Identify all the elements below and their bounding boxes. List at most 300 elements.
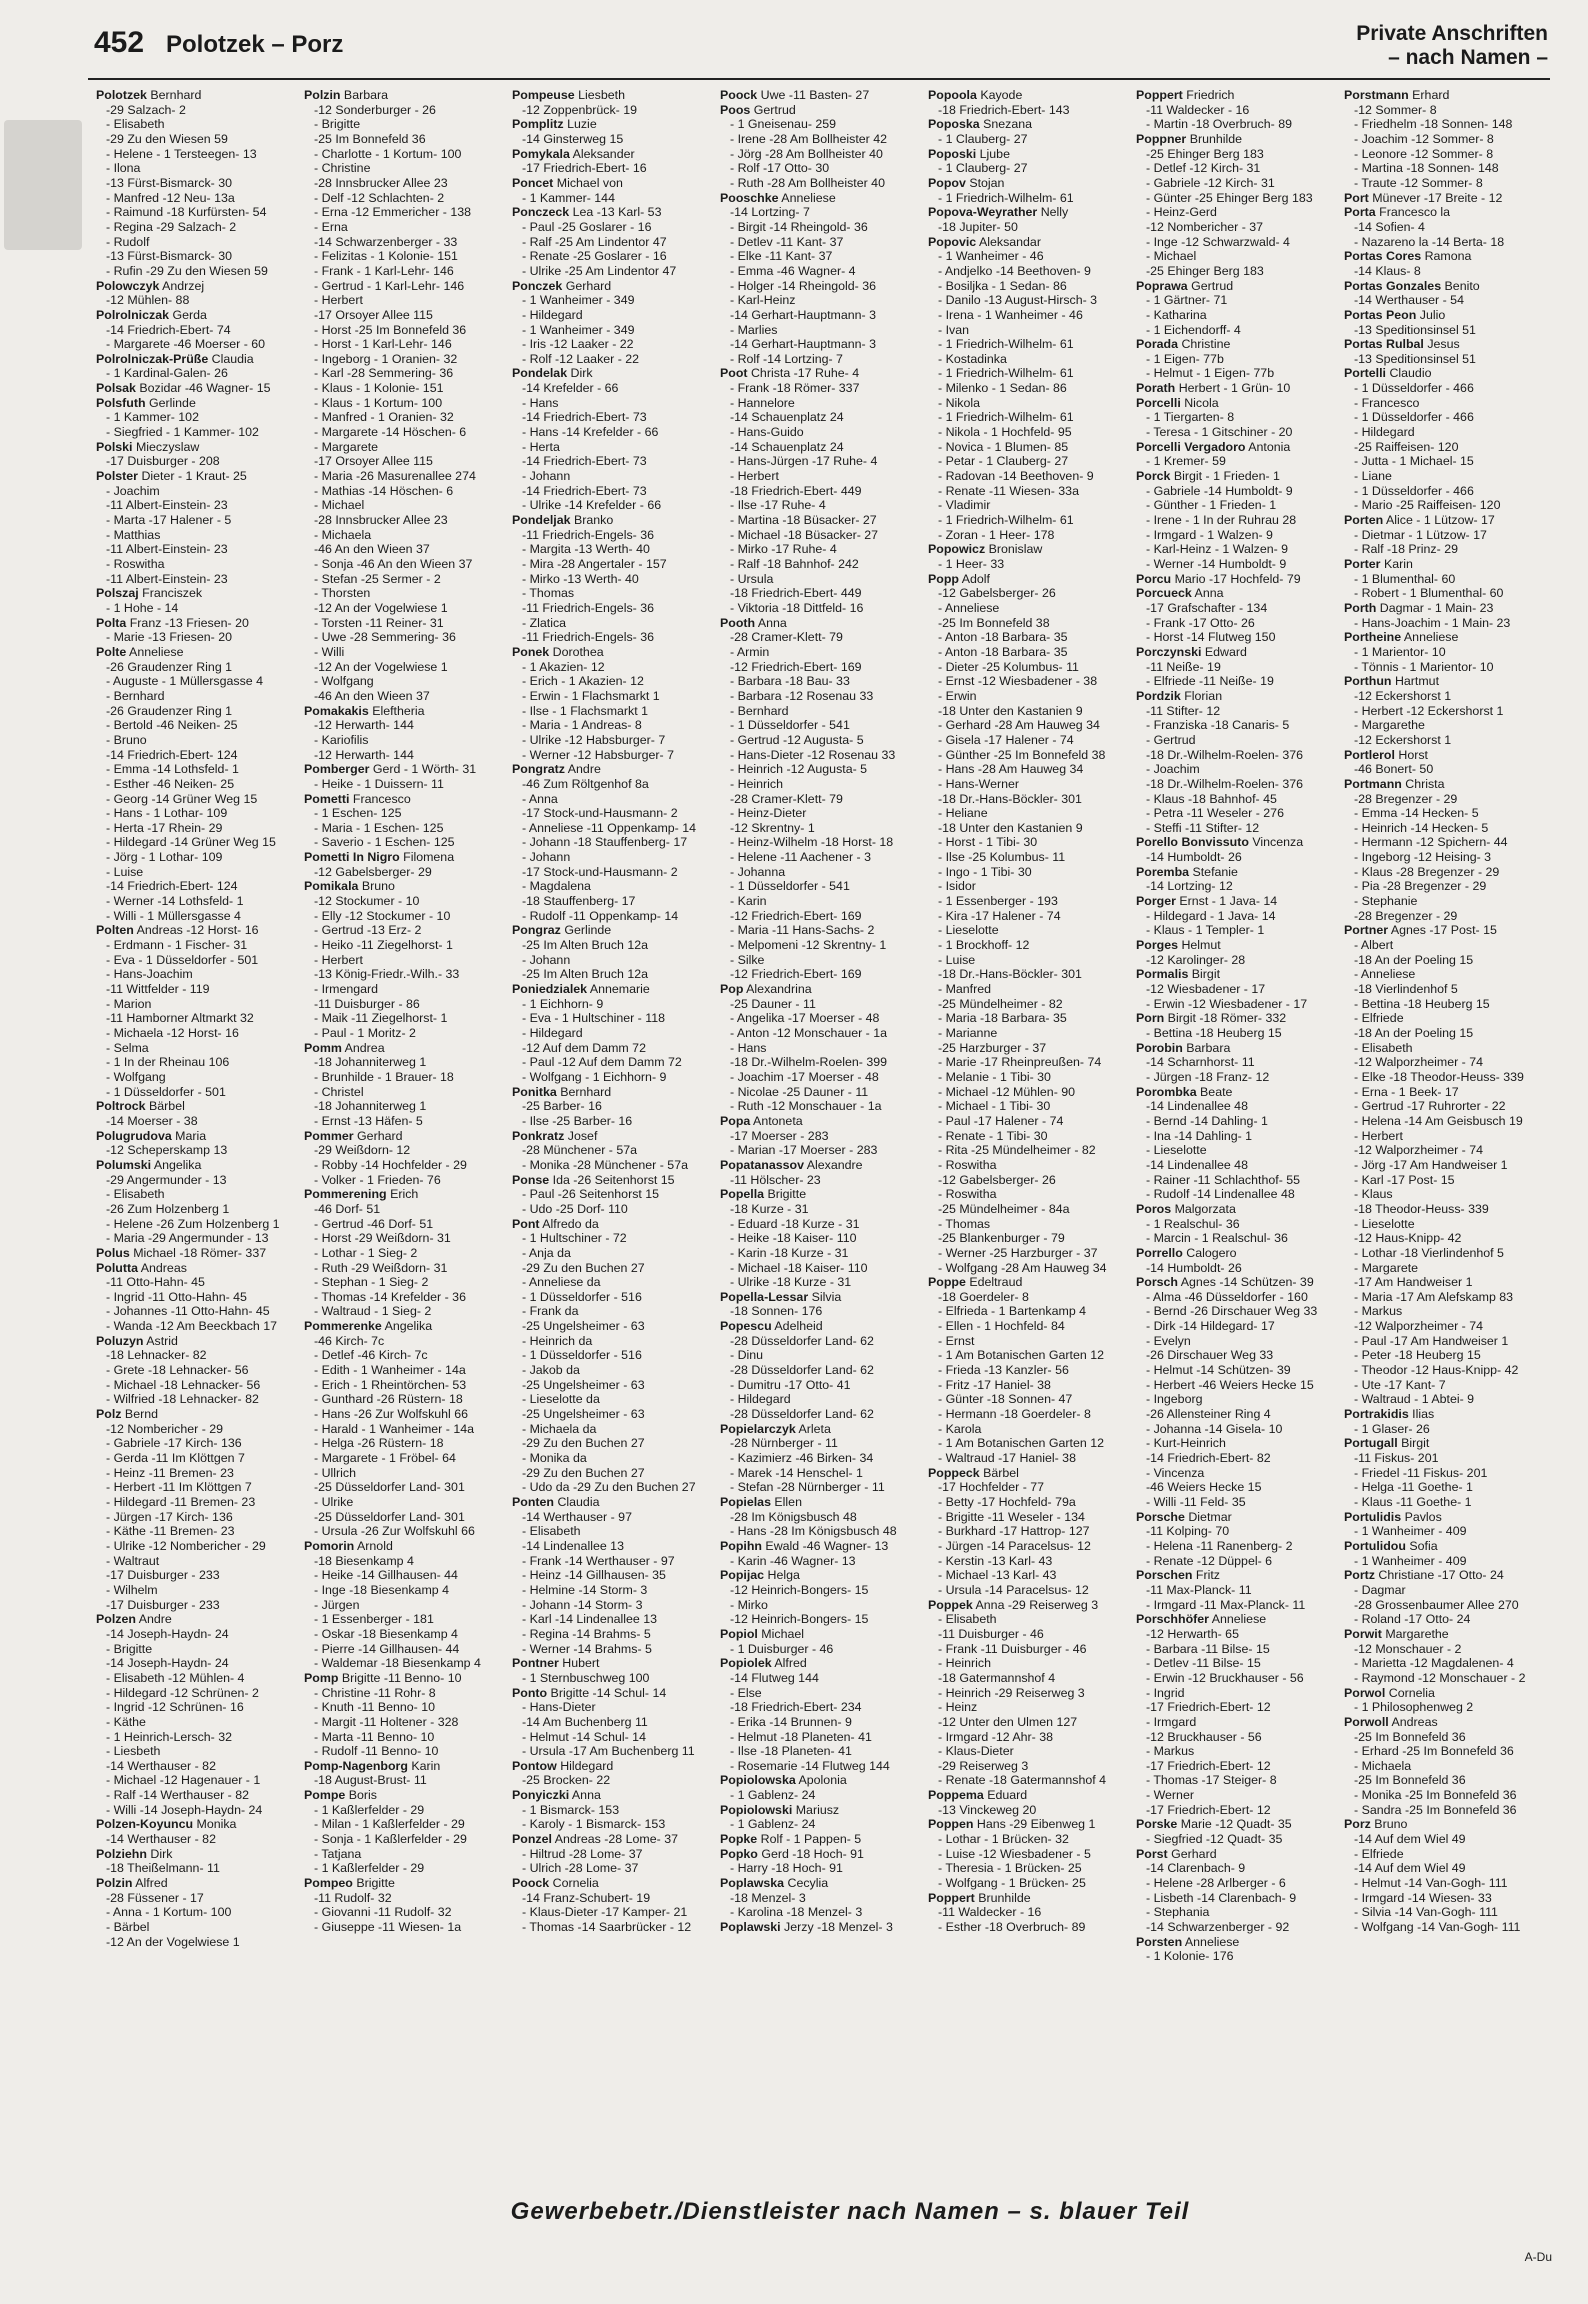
entry-subentry: - Rita -25 Mündelheimer - 82 [938, 1143, 1096, 1158]
entry-subentry: - Monika -28 Münchener - 57a [522, 1157, 688, 1172]
entry-details: Cornelia [1385, 1685, 1435, 1700]
surname: Polziehn [96, 1846, 147, 1861]
surname: Portas Gonzales [1344, 278, 1442, 293]
entry-address: -18 An der Poeling 15 [1354, 1026, 1474, 1040]
entry-address: -29 Zu den Wiesen 59 [106, 131, 228, 146]
entry-details: Bronislaw [985, 542, 1043, 557]
entry-subentry: - Barbara -12 Rosenau 33 [730, 688, 874, 703]
entry-subentry: - Anna [522, 791, 558, 806]
entry-address: -18 Gatermannshof 4 [938, 1670, 1056, 1685]
entry-address: -12 Herwarth- 65 [1146, 1626, 1239, 1641]
entry-address: -17 Stock-und-Hausmann- 2 [522, 806, 678, 821]
directory-column [1344, 88, 1546, 2193]
entry-details: Gerlinde [560, 923, 612, 938]
entry-subentry: - Kariofilis [314, 732, 369, 747]
entry-subentry: - Maria - 1 Andreas- 8 [522, 718, 642, 733]
entry-headword [720, 1847, 922, 1862]
entry-subentry: - Jürgen [314, 1597, 360, 1612]
entry-address: -26 Zum Holzenberg 1 [106, 1201, 230, 1216]
entry-address: -46 Kirch- 7c [314, 1333, 385, 1348]
entry-headword [1136, 1847, 1338, 1862]
entry-details: Dagmar - 1 Main- 23 [1376, 600, 1494, 615]
entry-headword [96, 586, 298, 601]
entry-headword [96, 1876, 298, 1891]
entry-details: Dieter - 1 Kraut- 25 [138, 469, 247, 484]
entry-headword [304, 1759, 506, 1774]
entry-details: Barbara [1182, 1040, 1231, 1055]
entry-address: -12 Mühlen- 88 [106, 293, 190, 308]
entry-subentry: - Ursula -17 Am Buchenberg 11 [522, 1744, 695, 1759]
entry-address: -25 Harzburger - 37 [938, 1040, 1047, 1055]
surname: Portmann [1344, 776, 1402, 791]
entry-subentry: - Manfred - 1 Oranien- 32 [314, 410, 454, 425]
entry-subentry: - Gertrud -12 Augusta- 5 [730, 732, 864, 747]
surname: Poluzyn [96, 1333, 144, 1348]
entry-address: -11 Hamborner Altmarkt 32 [106, 1011, 254, 1026]
surname: Pordzik [1136, 688, 1181, 703]
surname: Polsak [96, 381, 136, 396]
entry-subentry: - Rolf -12 Laaker - 22 [522, 351, 640, 366]
entry-address: -25 Im Alten Bruch 12a [522, 938, 649, 953]
entry-headword [1136, 88, 1338, 103]
entry-details: Agnes -17 Post- 15 [1388, 923, 1497, 938]
surname: Porz [1344, 1817, 1371, 1832]
entry-subentry: - Bruno [106, 732, 147, 747]
entry-subentry: - Anton -12 Monschauer - 1a [730, 1026, 888, 1040]
entry-address: -12 Friedrich-Ebert- 169 [730, 908, 862, 923]
entry-subentry: - Sonja -46 An den Wieen 37 [314, 557, 473, 571]
entry-details: Benito [1441, 278, 1480, 293]
entry-subentry: - Burkhard -17 Hattrop- 127 [938, 1524, 1090, 1539]
entry-details: Erich [386, 1187, 419, 1202]
entry-address: -14 Lindenallee 48 [1146, 1157, 1248, 1172]
entry-details: Michael [757, 1626, 804, 1641]
entry-subentry: - Erich - 1 Rheintörchen- 53 [314, 1377, 467, 1392]
entry-subentry: - Mirko [730, 1597, 768, 1612]
entry-subentry: - Gerhard -28 Am Hauweg 34 [938, 718, 1100, 733]
entry-details: Cornelia [549, 1876, 599, 1891]
entry-details: Sofia [1405, 1538, 1438, 1553]
entry-address: - 1 Eichendorff- 4 [1146, 322, 1241, 337]
entry-subentry: - Kazimierz -46 Birken- 34 [730, 1451, 874, 1466]
entry-subentry: - Michaela [314, 527, 372, 542]
entry-subentry: - Martina -18 Büsacker- 27 [730, 513, 877, 528]
entry-address: -14 Friedrich-Ebert- 124 [106, 879, 238, 894]
entry-subentry: - Leonore -12 Sommer- 8 [1354, 146, 1494, 161]
entry-headword [96, 616, 298, 631]
entry-address: -46 Dorf- 51 [314, 1201, 381, 1216]
entry-address: -18 Biesenkamp 4 [314, 1553, 414, 1568]
entry-subentry: - Hildegard - 1 Java- 14 [1146, 908, 1276, 923]
surname: Porth [1344, 600, 1377, 615]
surname: Portelli [1344, 366, 1386, 381]
entry-subentry: - Melpomeni -12 Skrentny- 1 [730, 938, 887, 953]
entry-subentry: - Christine [314, 161, 371, 176]
entry-address: -14 Werthauser - 82 [106, 1758, 216, 1773]
entry-details: Michael von [553, 175, 623, 190]
entry-address: - 1 Friedrich-Wilhelm- 61 [938, 513, 1074, 528]
entry-address: -18 Unter den Kastanien 9 [938, 820, 1083, 835]
directory-columns [96, 88, 1546, 2193]
entry-headword [720, 1539, 922, 1554]
entry-headword [96, 352, 298, 367]
entry-subentry: - Willi - 1 Müllersgasse 4 [106, 908, 241, 923]
entry-subentry: - Anja da [522, 1245, 571, 1260]
entry-subentry: - Jörg -17 Am Handweiser 1 [1354, 1157, 1508, 1172]
entry-subentry: - Bettina -18 Heuberg 15 [1354, 996, 1490, 1011]
entry-subentry: - Isidor [938, 879, 976, 894]
entry-address: -18 Dr.-Wilhelm-Roelen- 399 [730, 1055, 887, 1070]
entry-subentry: - Frank -17 Otto- 26 [1146, 615, 1255, 630]
entry-address: -28 Nürnberger - 11 [730, 1436, 838, 1451]
entry-headword [96, 279, 298, 294]
surname: Popko [720, 1846, 758, 1861]
entry-headword [928, 1817, 1130, 1832]
entry-subentry: - Stefan -25 Sermer - 2 [314, 571, 441, 586]
entry-details: Luzie [563, 117, 597, 132]
entry-subentry: - Hans-Jürgen -17 Ruhe- 4 [730, 454, 878, 469]
entry-details: Birgit - 1 Frieden- 1 [1170, 469, 1280, 484]
surname: Popowicz [928, 542, 986, 557]
entry-details: Agnes -14 Schützen- 39 [1178, 1275, 1314, 1290]
entry-subentry: - Eduard -18 Kurze - 31 [730, 1216, 860, 1231]
entry-details: Helmut [1178, 938, 1221, 953]
entry-headword [512, 1686, 714, 1701]
entry-subentry: - Bärbel [106, 1920, 150, 1935]
entry-headword [720, 1920, 922, 1935]
entry-details: Hildegard [556, 1758, 614, 1773]
entry-subentry: - Rudolf [106, 234, 150, 249]
entry-subentry: - Jörg -28 Am Bollheister 40 [730, 146, 883, 161]
entry-subentry: - Maria -29 Angermunder - 13 [106, 1231, 269, 1246]
directory-column [928, 88, 1130, 2193]
entry-details: Anneliese [1182, 1934, 1240, 1949]
entry-headword [96, 1334, 298, 1349]
entry-subentry: - Thomas -14 Krefelder - 36 [314, 1289, 466, 1304]
entry-subentry: - Elfriede -11 Neiße- 19 [1146, 674, 1274, 689]
entry-address: -28 Düsseldorfer Land- 62 [730, 1333, 874, 1348]
entry-headword [720, 616, 922, 631]
surname: Pooschke [720, 190, 779, 205]
entry-details: Alexandrina [743, 982, 812, 997]
entry-subentry: - Erwin [938, 688, 977, 703]
surname: Porwit [1344, 1626, 1382, 1641]
entry-subentry: - Heinrich [730, 776, 784, 791]
entry-subentry: - Knuth -11 Benno- 10 [314, 1700, 436, 1715]
entry-details: Bozidar -46 Wagner- 15 [135, 381, 271, 396]
entry-headword [1136, 1202, 1338, 1217]
entry-details: Birgit [1397, 1436, 1430, 1451]
entry-address: -28 Cramer-Klett- 79 [730, 791, 843, 806]
entry-headword [720, 366, 922, 381]
entry-details: Andreas [138, 1260, 187, 1275]
entry-subentry: - Elfriede [1354, 1846, 1404, 1861]
entry-subentry: - Wilfried -18 Lehnacker- 82 [106, 1392, 259, 1407]
surname: Ponczeck [512, 205, 570, 220]
entry-subentry: - Matthias [106, 527, 161, 542]
entry-headword [96, 1612, 298, 1627]
entry-address: -25 Düsseldorfer Land- 301 [314, 1509, 465, 1524]
surname: Portulidis [1344, 1509, 1402, 1524]
surname: Popiolowska [720, 1773, 796, 1788]
entry-subentry: - Heinrich da [522, 1333, 593, 1348]
entry-subentry: - Ilse -25 Barber- 16 [522, 1113, 633, 1128]
entry-details: Karin [1380, 557, 1413, 571]
entry-subentry: - Elisabeth [522, 1524, 581, 1539]
entry-details: Francesco la [1375, 205, 1451, 220]
entry-headword [1344, 630, 1546, 645]
entry-address: -18 Friedrich-Ebert- 234 [730, 1700, 862, 1715]
entry-details: Eduard [983, 1788, 1028, 1803]
entry-details: Maria [171, 1128, 207, 1143]
entry-details: Apolonia [795, 1773, 847, 1788]
entry-subentry: - Ingeborg - 1 Oranien- 32 [314, 351, 458, 366]
entry-subentry: - Ingrid -11 Otto-Hahn- 45 [106, 1289, 247, 1304]
entry-headword [304, 88, 506, 103]
entry-headword [720, 191, 922, 206]
entry-subentry: - Thorsten [314, 586, 371, 601]
entry-details: Alfred [771, 1656, 807, 1671]
entry-address: -28 Bregenzer - 29 [1354, 791, 1458, 806]
entry-subentry: - Danilo -13 August-Hirsch- 3 [938, 293, 1098, 308]
entry-headword [1344, 1686, 1546, 1701]
entry-details: Michael -18 Römer- 337 [129, 1245, 267, 1260]
entry-details: Cecylia [784, 1876, 829, 1891]
entry-subentry: - Tönnis - 1 Marientor- 10 [1354, 659, 1494, 674]
entry-details: Stefanie [1189, 864, 1238, 879]
entry-headword [1136, 337, 1338, 352]
entry-address: -25 Mündelheimer - 84a [938, 1201, 1070, 1216]
surname: Porombka [1136, 1084, 1197, 1099]
entry-details: Eleftheria [368, 703, 425, 718]
entry-subentry: - Heinz -14 Gillhausen- 35 [522, 1568, 666, 1583]
entry-details: Stojan [965, 175, 1005, 190]
surname: Popov [928, 175, 966, 190]
entry-details: Alfredo da [539, 1216, 599, 1231]
entry-address: -14 Ginsterweg 15 [522, 131, 624, 146]
surname: Porcueck [1136, 586, 1192, 601]
entry-subentry: - Hildegard [522, 307, 583, 322]
entry-subentry: - Hans -26 Zur Wolfskuhl 66 [314, 1407, 469, 1422]
entry-subentry: - Jürgen -17 Kirch- 136 [106, 1509, 233, 1524]
entry-details: Brigitte [764, 1187, 807, 1202]
entry-subentry: - Hans-Werner [938, 776, 1020, 791]
entry-headword [720, 1422, 922, 1437]
surname: Poppeck [928, 1465, 980, 1480]
entry-subentry: - Angelika -17 Moerser - 48 [730, 1011, 880, 1026]
entry-headword [96, 440, 298, 455]
entry-subentry: - Erwin -12 Bruckhauser - 56 [1146, 1670, 1304, 1685]
entry-subentry: - Marlies [730, 322, 778, 337]
entry-subentry: - Lothar - 1 Sieg- 2 [314, 1245, 418, 1260]
entry-details: Alfred [132, 1876, 168, 1891]
entry-headword [1344, 249, 1546, 264]
entry-subentry: - Waltraut [106, 1553, 160, 1568]
entry-headword [512, 205, 714, 220]
surname: Pommer [304, 1128, 354, 1143]
entry-subentry: - Lothar - 1 Brücken- 32 [938, 1832, 1069, 1847]
entry-subentry: - Renate -12 Düppel- 6 [1146, 1553, 1273, 1568]
entry-address: -29 Zu den Buchen 27 [522, 1436, 645, 1451]
footer-banner: Gewerbebetr./Dienstleister nach Namen – s. blauer Teil [510, 2198, 1190, 2225]
entry-address: -11 Albert-Einstein- 23 [106, 542, 228, 557]
surname: Portas Cores [1344, 249, 1422, 264]
entry-subentry: - Anton -18 Barbara- 35 [938, 630, 1068, 645]
entry-subentry: - Renate -18 Gatermannshof 4 [938, 1773, 1107, 1788]
entry-address: -18 Johanniterweg 1 [314, 1055, 427, 1070]
entry-headword [512, 366, 714, 381]
entry-subentry: - Karin -46 Wagner- 13 [730, 1553, 856, 1568]
entry-subentry: - Anneliese da [522, 1275, 601, 1290]
entry-address: -17 Stock-und-Hausmann- 2 [522, 864, 678, 879]
entry-subentry: - Herbert [1354, 1128, 1403, 1143]
entry-subentry: - Maria -18 Barbara- 35 [938, 1011, 1067, 1026]
entry-headword [1344, 748, 1546, 763]
entry-subentry: - Karl -17 Post- 15 [1354, 1172, 1455, 1187]
entry-subentry: - Esther -46 Neiken- 25 [106, 776, 235, 791]
entry-subentry: - Klaus-Dieter -17 Kamper- 21 [522, 1905, 688, 1920]
entry-subentry: - Dumitru -17 Otto- 41 [730, 1377, 851, 1392]
entry-subentry: - Ralf -18 Prinz- 29 [1354, 542, 1458, 557]
entry-address: -25 Dauner - 11 [730, 996, 816, 1011]
surname: Porst [1136, 1846, 1168, 1861]
entry-subentry: - Theodor -12 Haus-Knipp- 42 [1354, 1363, 1519, 1378]
entry-subentry: - Wolfgang -14 Van-Gogh- 111 [1354, 1920, 1521, 1935]
surname: Polus [96, 1245, 130, 1260]
entry-address: -14 Friedrich-Ebert- 73 [522, 410, 647, 425]
entry-details: Josef [564, 1128, 598, 1143]
surname: Portugall [1344, 1436, 1398, 1451]
entry-headword [96, 1129, 298, 1144]
entry-details: Dirk [567, 366, 593, 381]
entry-subentry: - Zoran - 1 Heer- 178 [938, 527, 1055, 542]
entry-details: Aleksandar [976, 234, 1041, 249]
entry-address: -17 Am Handweiser 1 [1354, 1275, 1473, 1290]
surname: Porthun [1344, 674, 1392, 689]
surname: Portheine [1344, 630, 1402, 645]
entry-headword [1136, 1246, 1338, 1261]
entry-headword [1136, 835, 1338, 850]
entry-headword [1344, 308, 1546, 323]
entry-address: -14 Schauenplatz 24 [730, 410, 844, 425]
entry-subentry: - Margarete [1354, 1260, 1419, 1275]
entry-subentry: - Werner [1146, 1788, 1194, 1803]
entry-subentry: - Hildegard -11 Bremen- 23 [106, 1495, 256, 1509]
surname: Poprawa [1136, 278, 1188, 293]
entry-subentry: - Heiko -11 Ziegelhorst- 1 [314, 938, 453, 953]
surname: Porschen [1136, 1568, 1193, 1583]
surname: Ponyiczki [512, 1788, 570, 1803]
entry-subentry: - Kurt-Heinrich [1146, 1436, 1226, 1451]
entry-details: Annemarie [587, 982, 650, 997]
entry-address: -12 Gabelsberger- 29 [314, 864, 432, 879]
entry-address: -29 Reiserweg 3 [938, 1758, 1029, 1773]
entry-subentry: - Ernst [938, 1333, 975, 1348]
entry-address: -46 Zum Röltgenhof 8a [522, 776, 649, 791]
surname: Polzin [96, 1876, 133, 1891]
entry-address: -18 Dr.-Wilhelm-Roelen- 376 [1146, 747, 1303, 762]
entry-subentry: - Paul -12 Auf dem Damm 72 [522, 1055, 682, 1070]
entry-address: -25 Ungelsheimer - 63 [522, 1377, 645, 1392]
entry-address: - 1 Marientor- 10 [1354, 644, 1446, 659]
entry-address: - 1 Kaßlerfelder - 29 [314, 1802, 425, 1817]
entry-subentry: - Friedel -11 Fiskus- 201 [1354, 1465, 1488, 1480]
entry-headword [1136, 1275, 1338, 1290]
entry-address: - 1 Bismarck- 153 [522, 1802, 620, 1817]
entry-headword [928, 147, 1130, 162]
entry-details: Ida -26 Seitenhorst 15 [549, 1172, 675, 1187]
page-header [88, 18, 1550, 80]
entry-address: -11 Albert-Einstein- 23 [106, 571, 228, 586]
surname: Popatanassov [720, 1157, 805, 1172]
surname: Portas Peon [1344, 307, 1417, 322]
entry-subentry: - Marian -17 Moerser - 283 [730, 1143, 878, 1158]
entry-subentry: - Hermann -12 Spichern- 44 [1354, 835, 1508, 850]
entry-details: Nicola [1180, 395, 1219, 410]
surname: Portlerol [1344, 747, 1395, 762]
entry-address: -17 Friedrich-Ebert- 12 [1146, 1758, 1271, 1773]
entry-subentry: - Elisabeth [938, 1612, 997, 1627]
entry-subentry: - Paul -17 Halener - 74 [938, 1113, 1064, 1128]
entry-details: Jerzy -18 Menzel- 3 [780, 1920, 893, 1935]
entry-headword [928, 1891, 1130, 1906]
entry-subentry: - Markus [1146, 1744, 1195, 1759]
entry-address: -14 Krefelder - 66 [522, 381, 619, 396]
entry-subentry: - Hans-Joachim [106, 967, 193, 982]
entry-headword [1136, 1935, 1338, 1950]
entry-details: Hartmut [1391, 674, 1440, 689]
entry-headword [96, 1099, 298, 1114]
surname: Popella-Lessar [720, 1289, 809, 1304]
entry-subentry: - Albert [1354, 938, 1394, 953]
entry-subentry: - Marek -14 Henschel- 1 [730, 1465, 863, 1480]
surname: Porath [1136, 381, 1176, 396]
entry-headword [1344, 557, 1546, 572]
entry-subentry: - Armin [730, 644, 770, 659]
entry-address: -12 Nombericher - 29 [106, 1421, 224, 1436]
entry-address: -25 Ehinger Berg 183 [1146, 263, 1264, 278]
entry-subentry: - Siegfried - 1 Kammer- 102 [106, 425, 259, 440]
entry-details: Barbara [340, 88, 389, 102]
entry-subentry: - Heike -14 Gillhausen- 44 [314, 1568, 458, 1583]
entry-address: - 1 Clauberg- 27 [938, 131, 1028, 146]
entry-subentry: - Lieselotte [1354, 1216, 1415, 1231]
entry-subentry: - Franziska -18 Canaris- 5 [1146, 718, 1290, 733]
entry-subentry: - Johann -18 Stauffenberg- 17 [522, 835, 688, 850]
surname: Pomm [304, 1040, 342, 1055]
page-number: 452 [94, 26, 145, 59]
entry-headword [1344, 1539, 1546, 1554]
entry-address: -12 Unter den Ulmen 127 [938, 1714, 1078, 1729]
entry-headword [96, 1261, 298, 1276]
entry-headword [96, 1407, 298, 1422]
surname: Porwoll [1344, 1714, 1389, 1729]
entry-details: Andrea [341, 1040, 385, 1055]
entry-headword [720, 1158, 922, 1173]
entry-address: - 1 Gärtner- 71 [1146, 293, 1228, 308]
entry-subentry: - Elisabeth [106, 1187, 165, 1202]
entry-headword [304, 1319, 506, 1334]
entry-subentry: - Ulrike -18 Kurze - 31 [730, 1275, 852, 1290]
entry-headword [512, 982, 714, 997]
entry-headword [512, 1832, 714, 1847]
entry-subentry: - Werner -14 Lothsfeld- 1 [106, 894, 244, 909]
surname: Pomberger [304, 762, 370, 777]
entry-address: -14 Lortzing- 7 [730, 205, 810, 220]
entry-details: Kayode [976, 88, 1023, 102]
entry-address: - 1 Essenberger - 181 [314, 1612, 434, 1627]
entry-subentry: - Wanda -12 Am Beeckbach 17 [106, 1319, 278, 1334]
